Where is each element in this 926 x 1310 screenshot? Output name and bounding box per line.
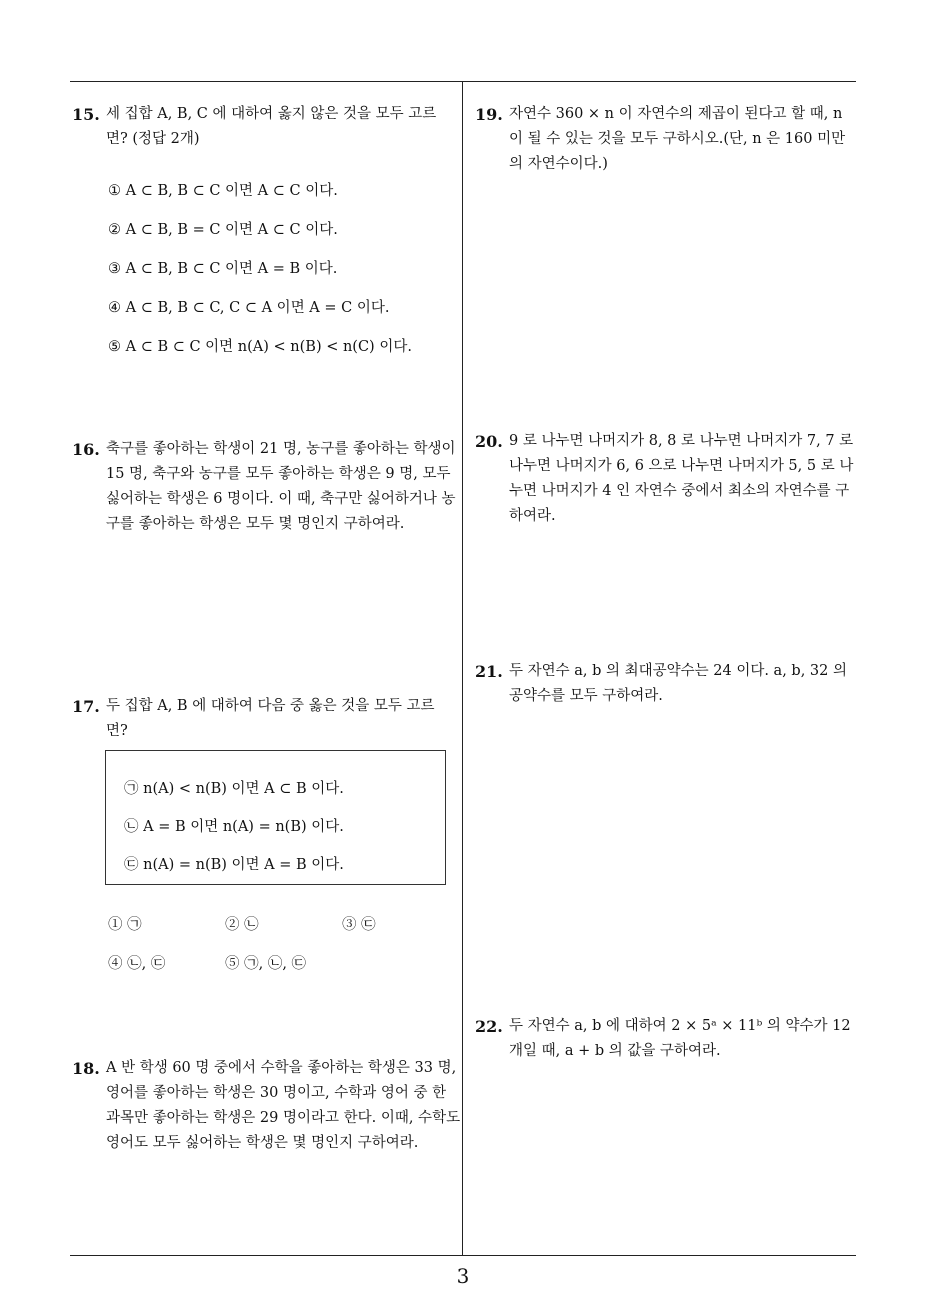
q15-option-1[interactable]: ① A ⊂ B, B ⊂ C 이면 A ⊂ C 이다.: [108, 183, 338, 199]
question-stem: 두 집합 A, B 에 대하여 다음 중 옳은 것을 모두 고르면?: [106, 698, 435, 739]
question-21: [475, 659, 859, 709]
q17-option-5[interactable]: ⑤ ㉠, ㉡, ㉢: [225, 956, 307, 972]
question-number: 18.: [72, 1059, 100, 1078]
bottom-rule: [70, 1255, 856, 1256]
statement-box: [105, 750, 446, 885]
question-stem: 세 집합 A, B, C 에 대하여 옳지 않은 것을 모두 고르면? (정답 2개): [106, 106, 437, 147]
question-stem: 자연수 360 × n 이 자연수의 제곱이 된다고 할 때, n 이 될 수 있는 것을 모두 구하시오.(단, n 은 160 미만의 자연수이다.): [509, 106, 846, 172]
question-number: 16.: [72, 440, 100, 459]
question-number: 21.: [475, 662, 503, 681]
question-stem: 축구를 좋아하는 학생이 21 명, 농구를 좋아하는 학생이 15 명, 축구와 농구를 모두 좋아하는 학생은 9 명, 모두 싫어하는 학생은 6 명이다. 이 때, 축구만 싫어하거나 농구를 좋아하는 학생은 모두 몇 명인지 구하여라.: [106, 441, 456, 532]
q17-option-1[interactable]: ① ㉠: [108, 917, 142, 933]
question-stem: 9 로 나누면 나머지가 8, 8 로 나누면 나머지가 7, 7 로 나누면 나머지가 6, 6 으로 나누면 나머지가 5, 5 로 나누면 나머지가 4 인 자연수 중에서 최소의 자연수를 구하여라.: [509, 433, 854, 524]
q17-option-3[interactable]: ③ ㉢: [342, 917, 376, 933]
question-number: 19.: [475, 105, 503, 124]
statement-c: ㉢ n(A) = n(B) 이면 A = B 이다.: [124, 857, 344, 873]
q15-option-5[interactable]: ⑤ A ⊂ B ⊂ C 이면 n(A) < n(B) < n(C) 이다.: [108, 339, 412, 355]
statement-a: ㉠ n(A) < n(B) 이면 A ⊂ B 이다.: [124, 781, 344, 797]
q17-option-4[interactable]: ④ ㉡, ㉢: [108, 956, 166, 972]
q15-option-3[interactable]: ③ A ⊂ B, B ⊂ C 이면 A = B 이다.: [108, 261, 338, 277]
q15-option-4[interactable]: ④ A ⊂ B, B ⊂ C, C ⊂ A 이면 A = C 이다.: [108, 300, 390, 316]
top-rule: [70, 81, 856, 82]
question-stem: 두 자연수 a, b 의 최대공약수는 24 이다. a, b, 32 의 공약수를 모두 구하여라.: [509, 663, 847, 704]
question-15: [72, 102, 442, 152]
column-divider: [462, 82, 463, 1256]
q17-option-2[interactable]: ② ㉡: [225, 917, 259, 933]
question-18: [72, 1056, 462, 1156]
question-number: 20.: [475, 432, 503, 451]
question-17: [72, 694, 442, 744]
question-number: 22.: [475, 1017, 503, 1036]
page-number: 3: [456, 1264, 470, 1288]
question-16: [72, 437, 462, 537]
question-19: [475, 102, 855, 177]
question-number: 15.: [72, 105, 100, 124]
question-22: [475, 1014, 859, 1064]
question-number: 17.: [72, 697, 100, 716]
question-20: [475, 429, 855, 529]
q15-option-2[interactable]: ② A ⊂ B, B = C 이면 A ⊂ C 이다.: [108, 222, 338, 238]
statement-b: ㉡ A = B 이면 n(A) = n(B) 이다.: [124, 819, 344, 835]
question-stem: 두 자연수 a, b 에 대하여 2 × 5ᵃ × 11ᵇ 의 약수가 12 개일 때, a + b 의 값을 구하여라.: [509, 1018, 851, 1059]
question-stem: A 반 학생 60 명 중에서 수학을 좋아하는 학생은 33 명, 영어를 좋아하는 학생은 30 명이고, 수학과 영어 중 한 과목만 좋아하는 학생은 29 명이라고 한다. 이때, 수학도 영어도 모두 싫어하는 학생은 몇 명인지 구하여라.: [106, 1060, 461, 1151]
